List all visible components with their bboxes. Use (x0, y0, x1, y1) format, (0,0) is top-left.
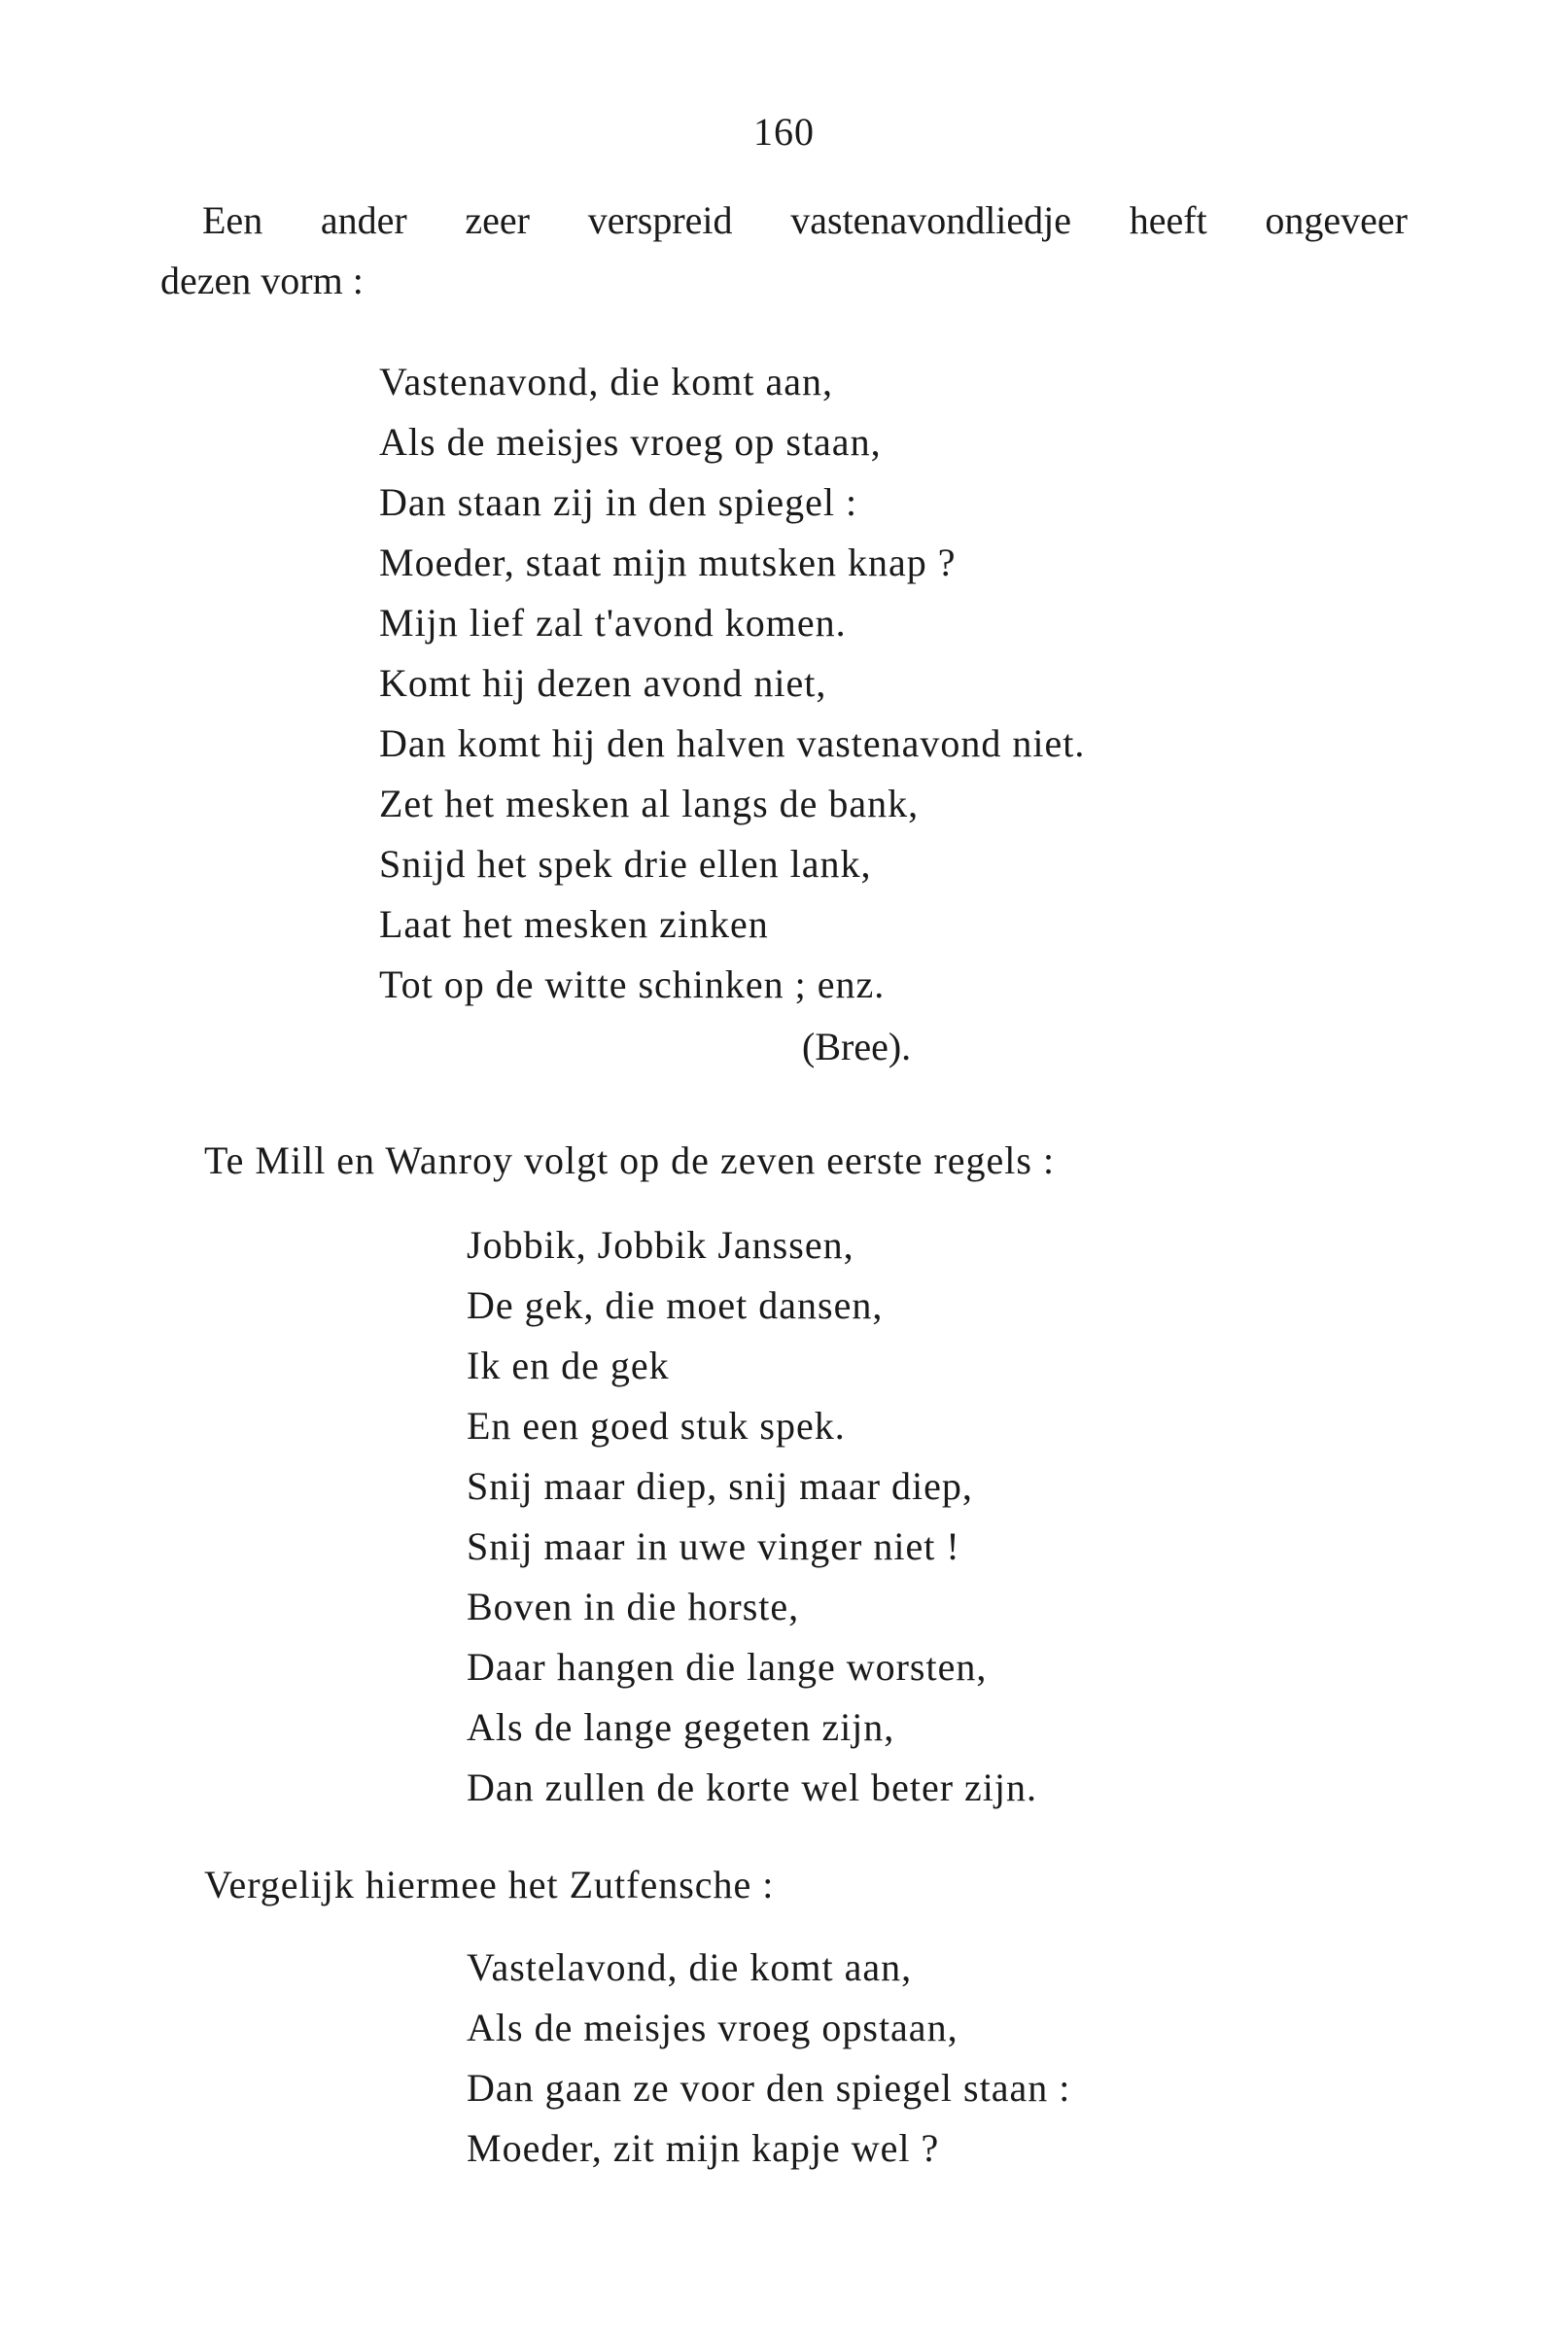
verse-line: Dan komt hij den halven vastenavond niet. (379, 721, 1086, 765)
verse-line: Snij maar in uwe vinger niet ! (467, 1524, 960, 1568)
verse-source-attribution: (Bree). (802, 1025, 912, 1068)
verse-line: Moeder, zit mijn kapje wel ? (467, 2126, 940, 2170)
verse-line: Dan gaan ze voor den spiegel staan : (467, 2066, 1071, 2110)
verse-line: Als de meisjes vroeg op staan, (379, 420, 882, 464)
verse-line: Dan staan zij in den spiegel : (379, 480, 858, 524)
verse-line: Moeder, staat mijn mutsken knap ? (379, 541, 957, 584)
verse-line: Dan zullen de korte wel beter zijn. (467, 1765, 1037, 1809)
verse-line: De gek, die moet dansen, (467, 1283, 884, 1327)
intro-word: zeer (465, 198, 531, 242)
verse-bree (379, 352, 1085, 1015)
verse-line: Snij maar diep, snij maar diep, (467, 1464, 973, 1508)
section-intro-mill-wanroy: Te Mill en Wanroy volgt op de zeven eerste regels : (204, 1138, 1056, 1182)
verse-zutfensche (467, 1938, 1070, 2179)
verse-line: Boven in die horste, (467, 1585, 800, 1628)
intro-paragraph-line-2: dezen vorm : (160, 259, 364, 302)
intro-word: ander (320, 198, 407, 242)
verse-line: Daar hangen die lange worsten, (467, 1645, 988, 1689)
verse-line: Tot op de witte schinken ; enz. (379, 962, 886, 1006)
intro-paragraph-line-1 (202, 191, 1408, 251)
verse-line: Komt hij dezen avond niet, (379, 661, 827, 705)
intro-word: heeft (1129, 198, 1207, 242)
verse-line: Snijd het spek drie ellen lank, (379, 842, 872, 886)
verse-line: Jobbik, Jobbik Janssen, (467, 1223, 854, 1267)
intro-word: verspreid (587, 198, 733, 242)
verse-line: Vastenavond, die komt aan, (379, 360, 833, 403)
verse-line: Mijn lief zal t'avond komen. (379, 601, 847, 645)
verse-line: Vastelavond, die komt aan, (467, 1945, 913, 1989)
verse-line: En een goed stuk spek. (467, 1404, 846, 1448)
verse-line: Ik en de gek (467, 1344, 670, 1387)
page-number: 160 (753, 110, 815, 154)
verse-line: Laat het mesken zinken (379, 902, 769, 946)
intro-word: vastenavondliedje (790, 198, 1072, 242)
intro-word: ongeveer (1265, 198, 1408, 242)
verse-line: Als de meisjes vroeg opstaan, (467, 2006, 958, 2049)
verse-line: Zet het mesken al langs de bank, (379, 782, 920, 825)
verse-mill-wanroy (467, 1215, 1037, 1818)
verse-line: Als de lange gegeten zijn, (467, 1705, 895, 1749)
intro-word: Een (202, 198, 263, 242)
section-intro-zutfensche: Vergelijk hiermee het Zutfensche : (204, 1863, 775, 1906)
